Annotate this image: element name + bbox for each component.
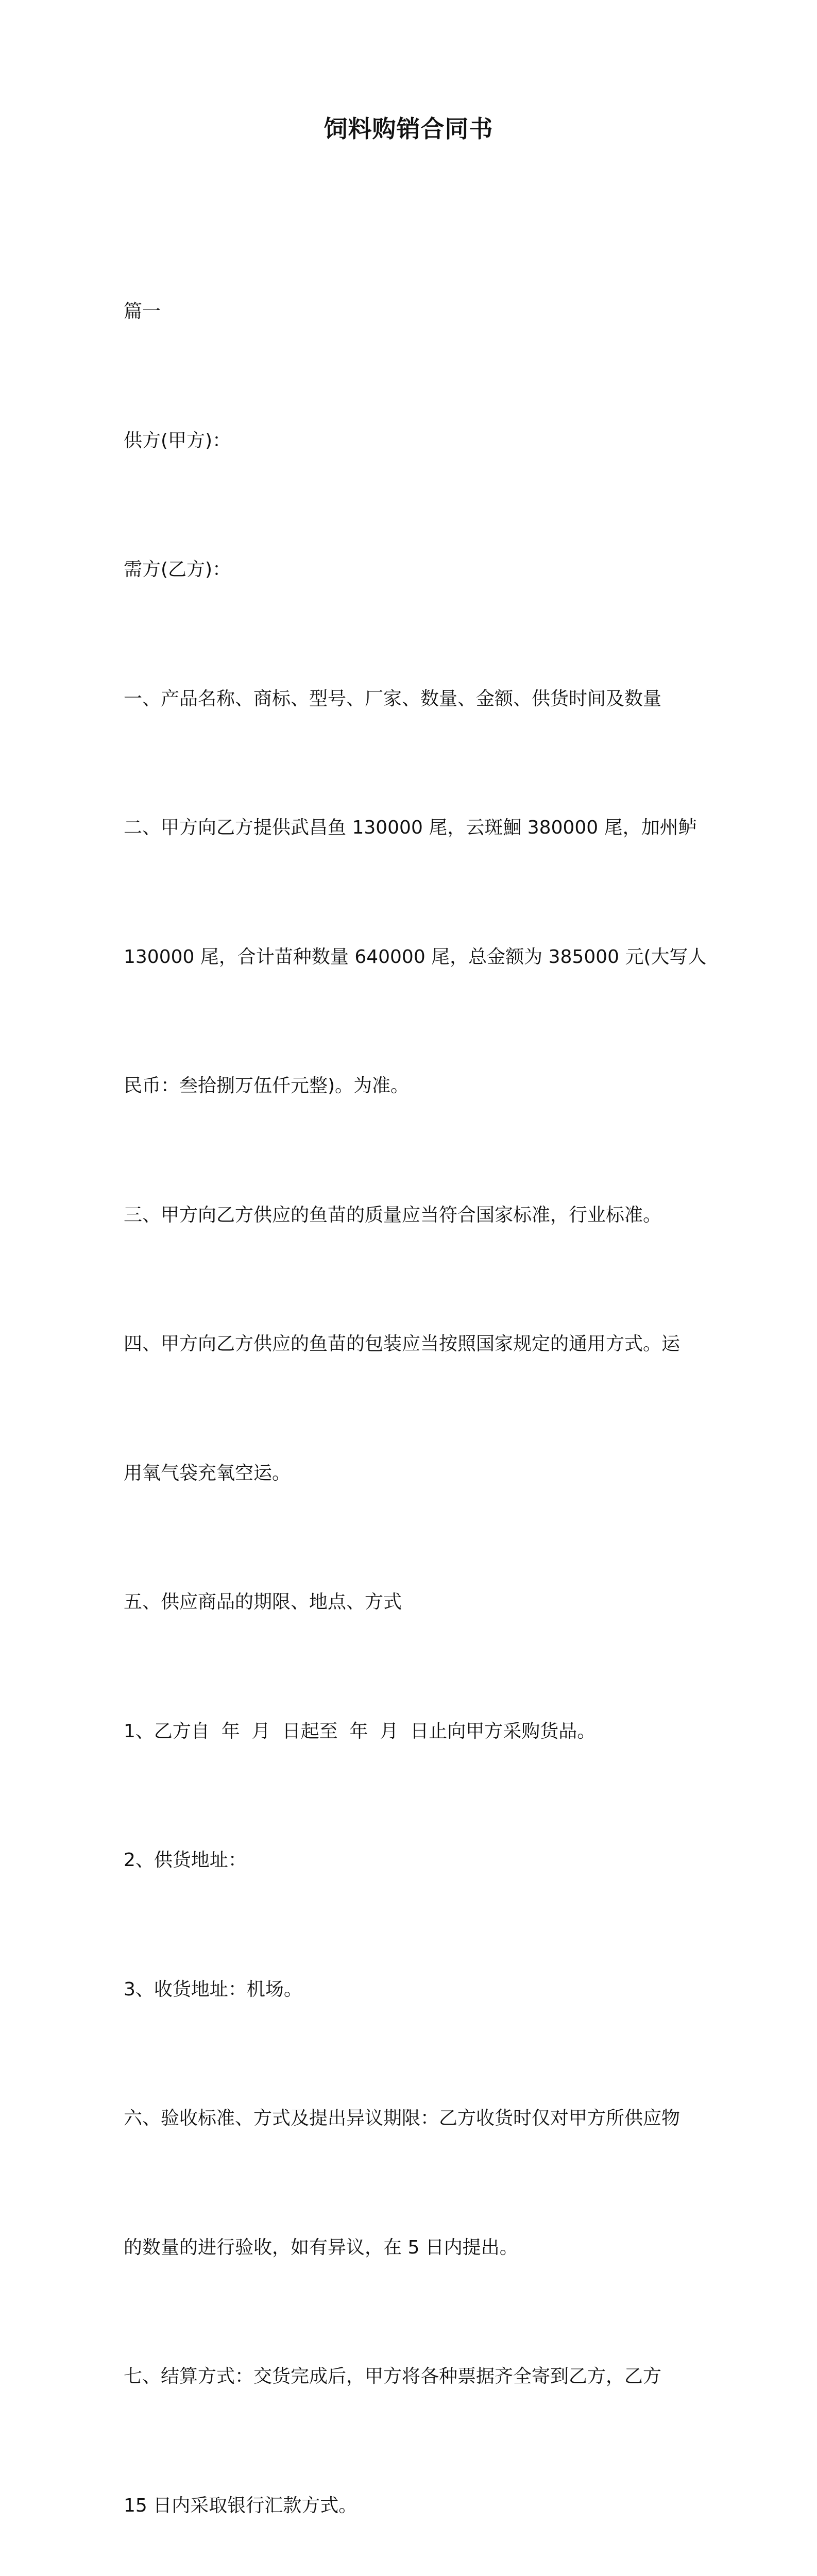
body-line: 3、收货地址：机场。 (124, 1978, 302, 2000)
body-line: 供方(甲方)： (124, 430, 231, 451)
document-title: 饲料购销合同书 (324, 115, 493, 143)
body-line: 五、供应商品的期限、地点、方式 (124, 1591, 402, 1613)
body-line: 民币：叁拾捌万伍仟元整)。为准。 (124, 1075, 410, 1096)
body-line: 七、结算方式：交货完成后，甲方将各种票据齐全寄到乙方，乙方 (124, 2366, 662, 2387)
body-line: 2、供货地址： (124, 1850, 247, 1871)
body-line: 15 日内采取银行汇款方式。 (124, 2495, 358, 2516)
body-line: 的数量的进行验收，如有异议，在 5 日内提出。 (124, 2236, 518, 2258)
body-line: 篇一 (124, 301, 161, 322)
body-line: 二、甲方向乙方提供武昌鱼 130000 尾，云斑鮰 380000 尾，加州鲈 (124, 817, 697, 838)
body-line: 六、验收标准、方式及提出异议期限：乙方收货时仅对甲方所供应物 (124, 2108, 680, 2129)
body-line: 1、乙方自 年 月 日起至 年 月 日止向甲方采购货品。 (124, 1720, 596, 1742)
document-body (124, 204, 707, 2576)
body-line: 用氧气袋充氧空运。 (124, 1462, 291, 1484)
body-line: 130000 尾，合计苗种数量 640000 尾，总金额为 385000 元(大写人 (124, 946, 707, 968)
body-line: 三、甲方向乙方供应的鱼苗的质量应当符合国家标准，行业标准。 (124, 1204, 662, 1226)
body-line: 一、产品名称、商标、型号、厂家、数量、金额、供货时间及数量 (124, 688, 662, 709)
body-line: 四、甲方向乙方供应的鱼苗的包装应当按照国家规定的通用方式。运 (124, 1333, 680, 1354)
body-line: 需方(乙方)： (124, 559, 231, 580)
